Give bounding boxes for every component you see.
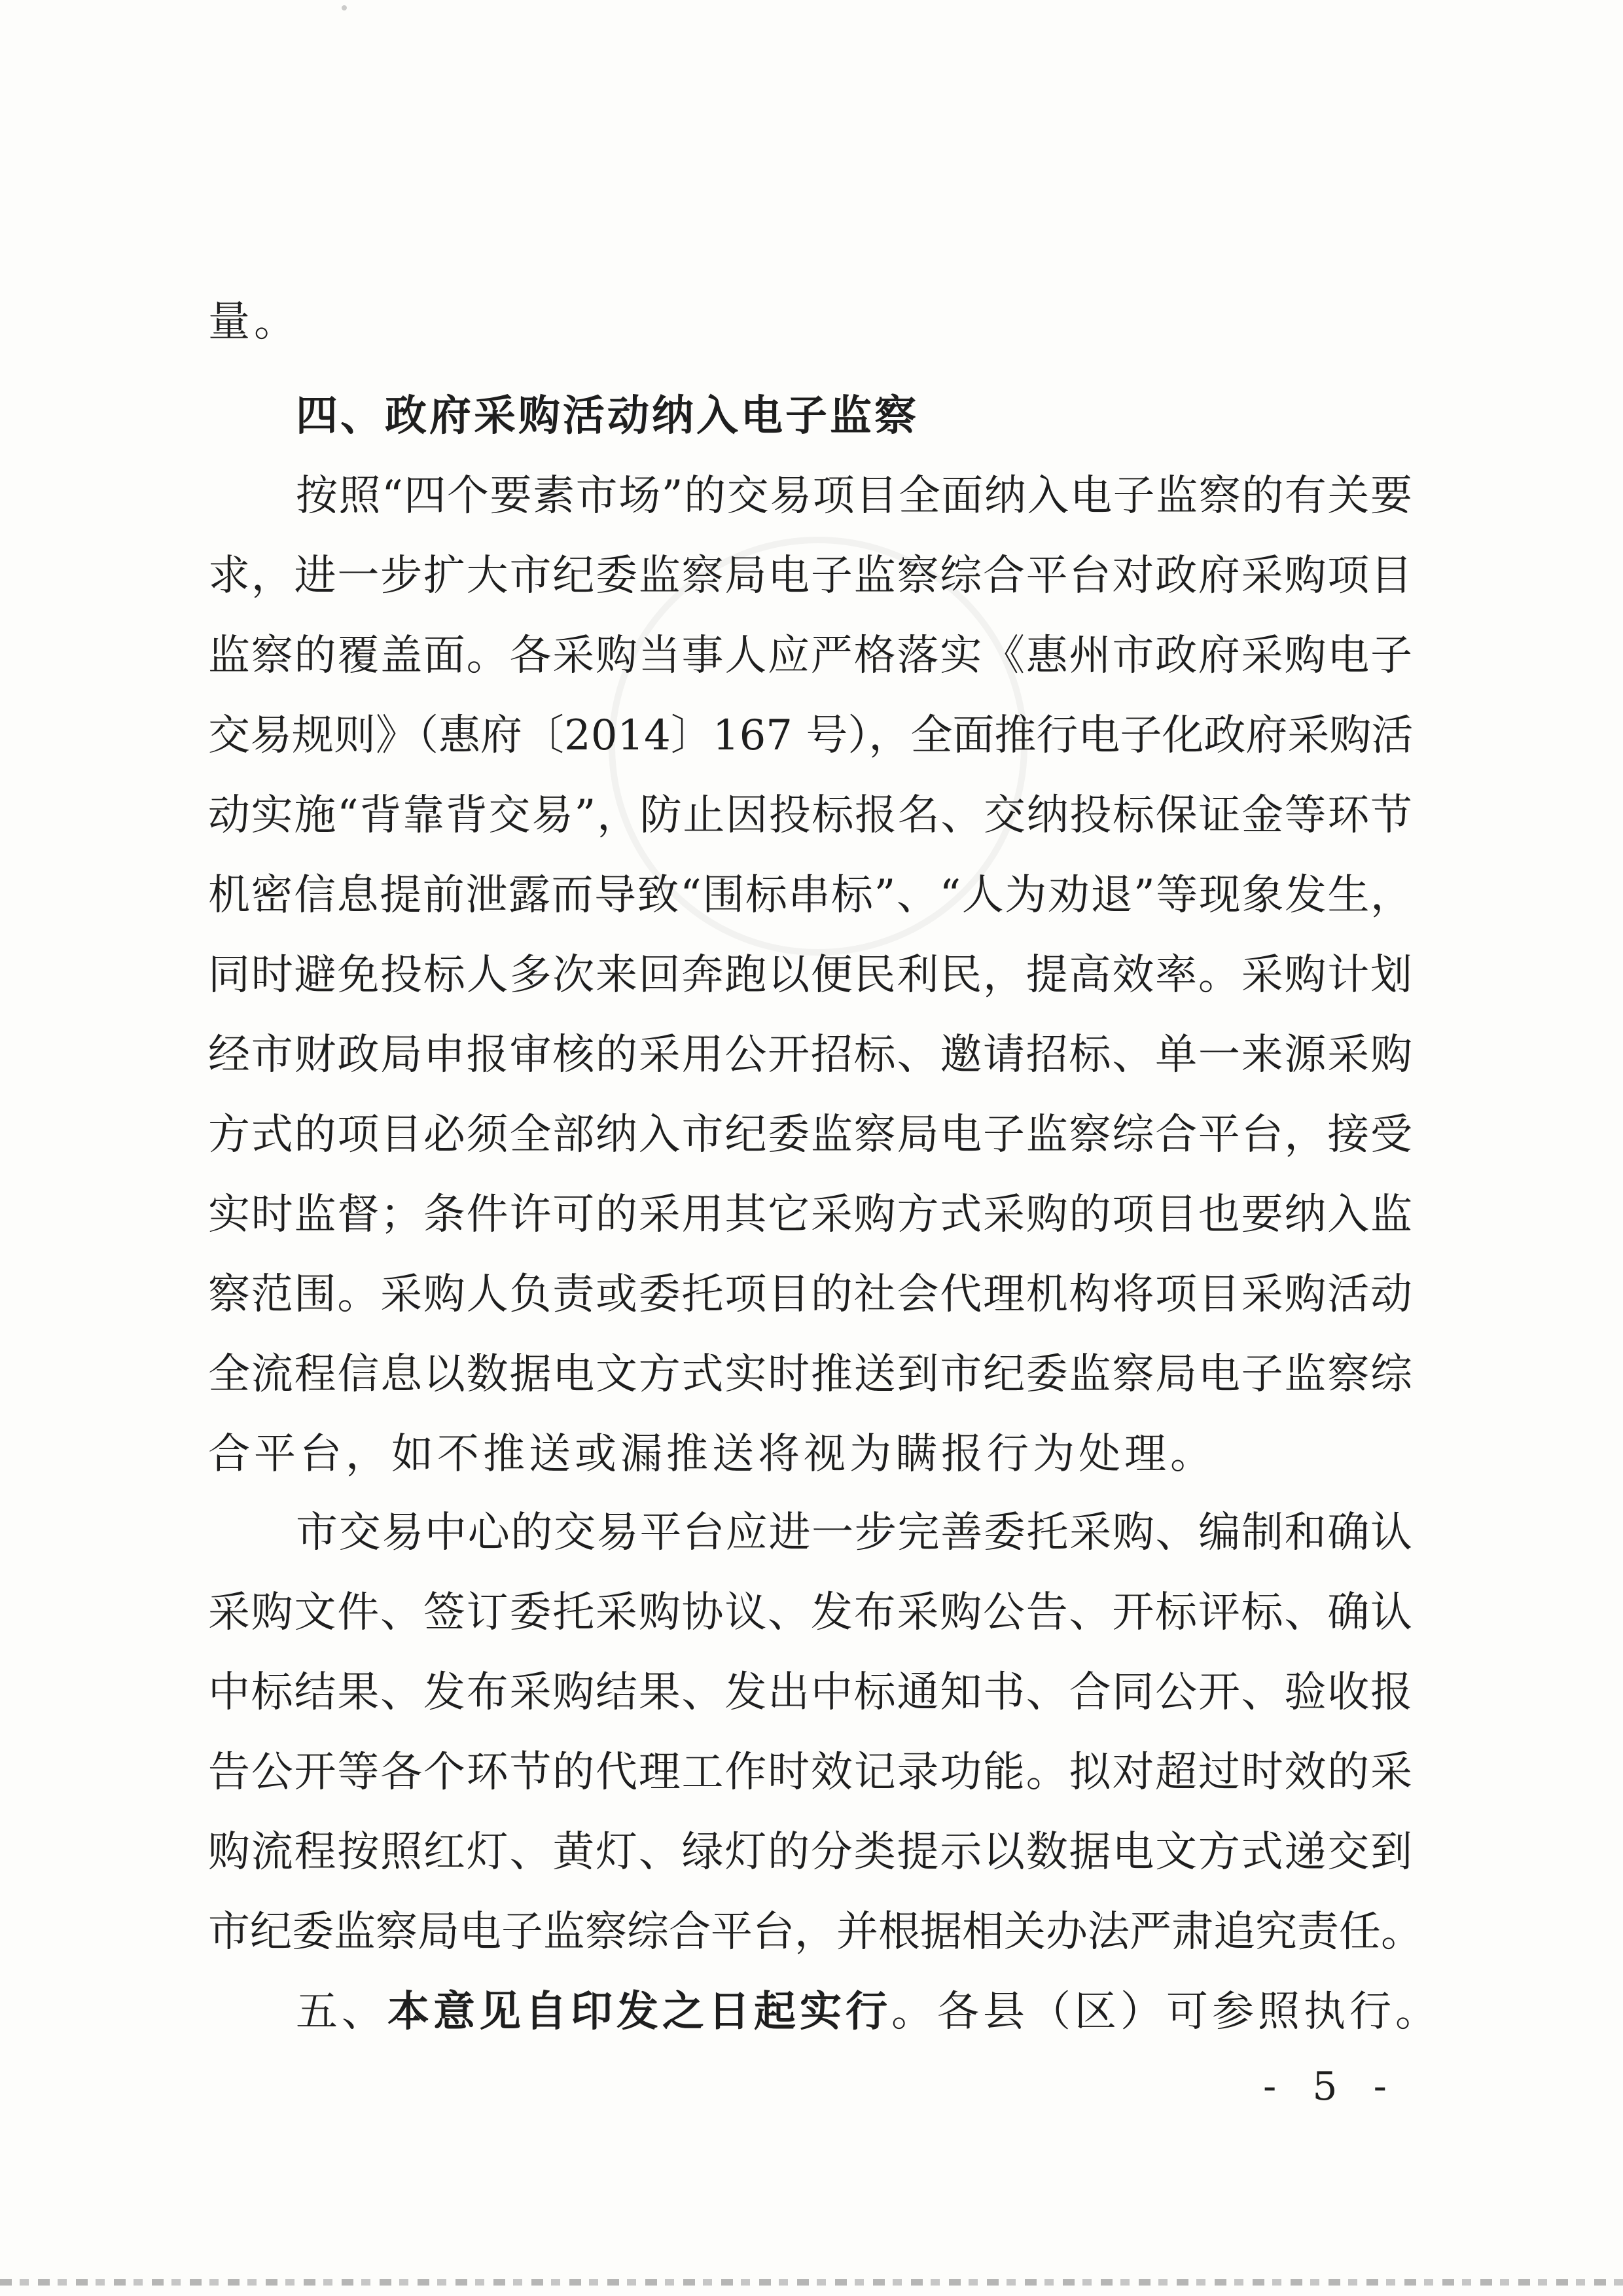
section-heading-4: 四、政府采购活动纳入电子监察: [296, 392, 919, 440]
paragraph-1-line-2: 求，进一步扩大市纪委监察局电子监察综合平台对政府采购项目: [208, 552, 1412, 600]
page-number: - 5 -: [1263, 2064, 1399, 2109]
paragraph-1-line-11: 察范围。采购人负责或委托项目的社会代理机构将项目采购活动: [208, 1270, 1412, 1319]
section-5-suffix: 。各县（区）可参照执行。: [891, 1988, 1441, 2036]
section-5-line: [296, 1986, 1441, 2038]
paragraph-1-line-7: 同时避免投标人多次来回奔跑以便民利民，提高效率。采购计划: [208, 951, 1412, 999]
section-5-bold-text: 本意见自印发之日起实行: [387, 1988, 891, 2036]
paragraph-2-line-5: 购流程按照红灯、黄灯、绿灯的分类提示以数据电文方式递交到: [208, 1828, 1412, 1876]
scan-speck: [342, 5, 347, 10]
paragraph-2-line-2: 采购文件、签订委托采购协议、发布采购公告、开标评标、确认: [208, 1588, 1412, 1637]
paragraph-2-line-4: 告公开等各个环节的代理工作时效记录功能。拟对超过时效的采: [208, 1748, 1412, 1797]
paragraph-1-line-3: 监察的覆盖面。各采购当事人应严格落实《惠州市政府采购电子: [208, 632, 1412, 680]
paragraph-1-line-6: 机密信息提前泄露而导致“围标串标”、“人为劝退”等现象发生，: [208, 871, 1412, 920]
paragraph-2-line-6: 市纪委监察局电子监察综合平台，并根据相关办法严肃追究责任。: [208, 1908, 1423, 1956]
paragraph-1-line-10: 实时监督；条件许可的采用其它采购方式采购的项目也要纳入监: [208, 1191, 1412, 1239]
paragraph-2-line-1: 市交易中心的交易平台应进一步完善委托采购、编制和确认: [296, 1509, 1412, 1557]
paragraph-1-line-4: 交易规则》（惠府〔2014〕167 号），全面推行电子化政府采购活: [208, 711, 1414, 760]
paragraph-1-line-12: 全流程信息以数据电文方式实时推送到市纪委监察局电子监察综: [208, 1350, 1412, 1399]
paragraph-1-line-5: 动实施“背靠背交易”，防止因投标报名、交纳投标保证金等环节: [208, 791, 1412, 840]
section-5-number: 五、: [296, 1988, 387, 2036]
paragraph-1-line-9: 方式的项目必须全部纳入市纪委监察局电子监察综合平台，接受: [208, 1111, 1412, 1159]
text-line-continuation: 量。: [208, 298, 300, 346]
paragraph-1-line-8: 经市财政局申报审核的采用公开招标、邀请招标、单一来源采购: [208, 1031, 1412, 1079]
paragraph-1-line-1: 按照“四个要素市场”的交易项目全面纳入电子监察的有关要: [296, 472, 1412, 520]
scan-edge-rule: [0, 2279, 1623, 2286]
paragraph-1-line-13: 合平台，如不推送或漏推送将视为瞒报行为处理。: [208, 1430, 1216, 1479]
paragraph-2-line-3: 中标结果、发布采购结果、发出中标通知书、合同公开、验收报: [208, 1668, 1412, 1717]
